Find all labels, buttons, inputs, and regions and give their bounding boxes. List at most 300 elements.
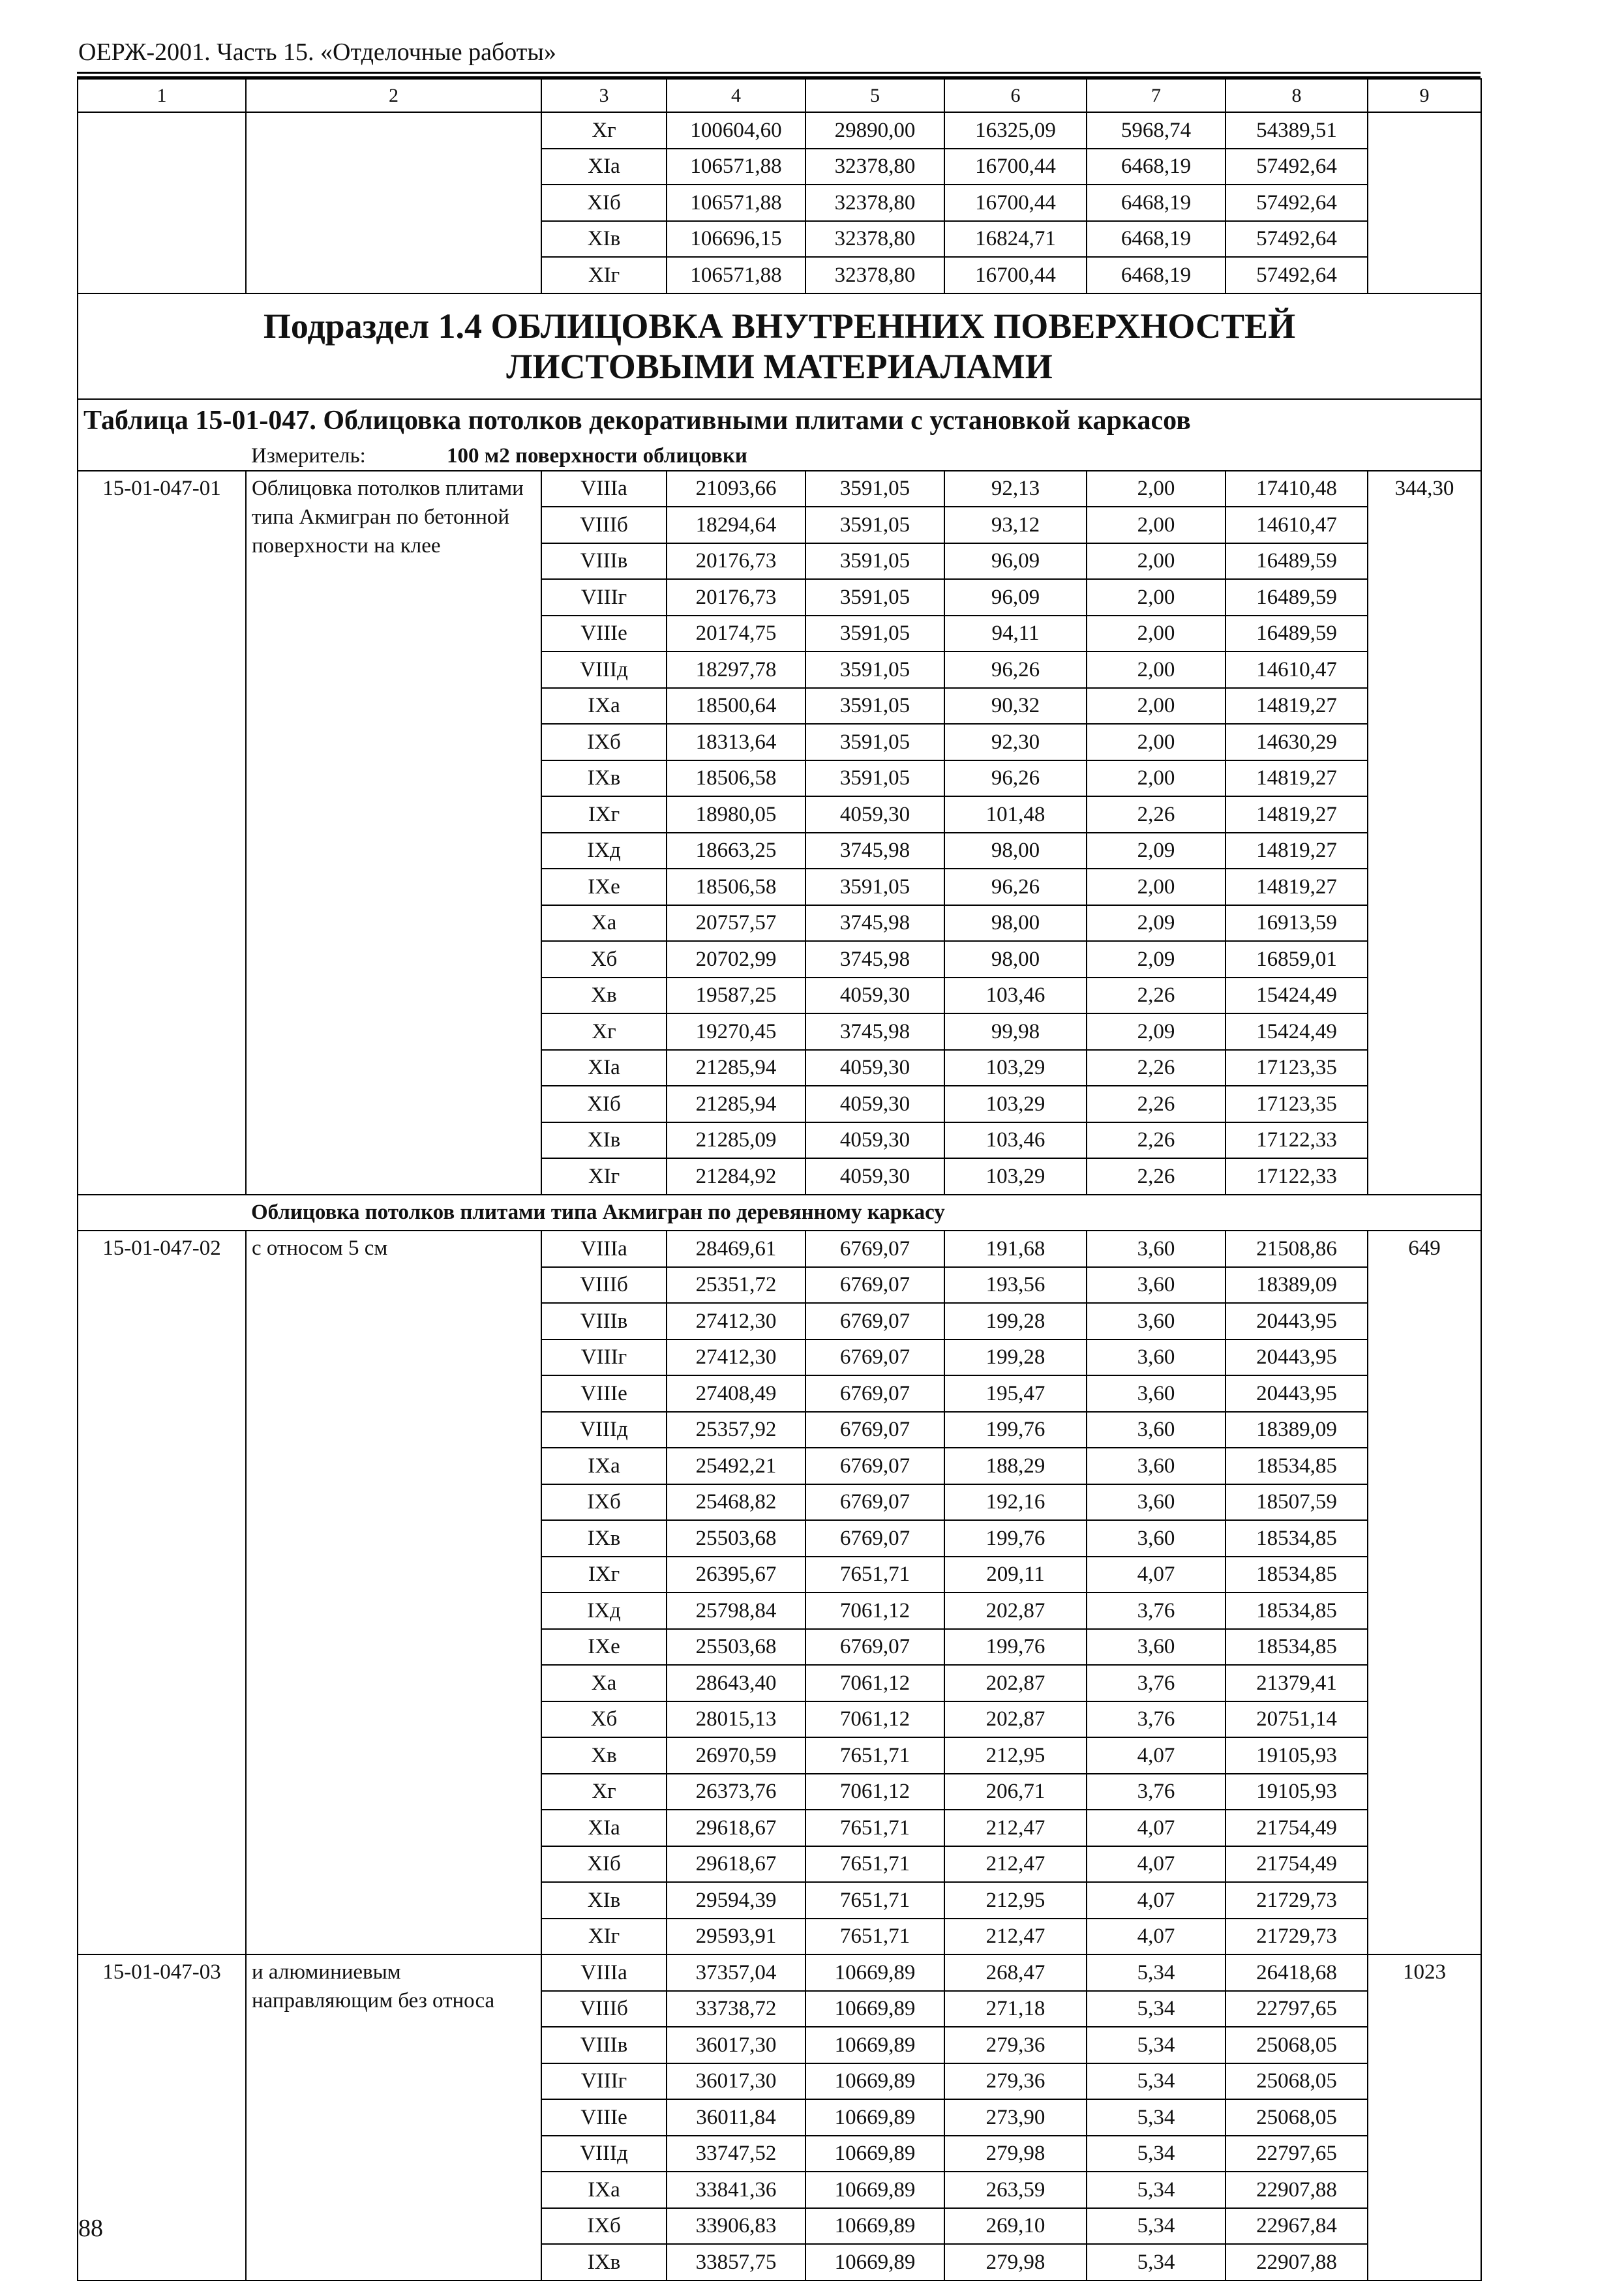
wages-cell: 3591,05 xyxy=(805,688,944,725)
region-cell: XIа xyxy=(541,149,667,185)
driver-wages-cell: 3,60 xyxy=(1087,1412,1226,1448)
driver-wages-cell: 2,00 xyxy=(1087,688,1226,725)
materials-cell: 18534,85 xyxy=(1226,1593,1368,1629)
driver-wages-cell: 2,26 xyxy=(1087,978,1226,1014)
description-cell xyxy=(246,112,541,293)
materials-cell: 20443,95 xyxy=(1226,1375,1368,1412)
direct-costs-cell: 21093,66 xyxy=(667,471,805,507)
driver-wages-cell: 3,60 xyxy=(1087,1339,1226,1376)
materials-cell: 20443,95 xyxy=(1226,1339,1368,1376)
direct-costs-cell: 18506,58 xyxy=(667,869,805,905)
machine-costs-cell: 16700,44 xyxy=(944,185,1087,221)
direct-costs-cell: 18980,05 xyxy=(667,796,805,833)
wages-cell: 4059,30 xyxy=(805,978,944,1014)
wages-cell: 6769,07 xyxy=(805,1629,944,1666)
direct-costs-cell: 20174,75 xyxy=(667,616,805,652)
driver-wages-cell: 3,60 xyxy=(1087,1375,1226,1412)
wages-cell: 32378,80 xyxy=(805,185,944,221)
wages-cell: 6769,07 xyxy=(805,1520,944,1557)
materials-cell: 16859,01 xyxy=(1226,941,1368,978)
machine-costs-cell: 16700,44 xyxy=(944,257,1087,293)
rates-table xyxy=(77,78,1482,2281)
driver-wages-cell: 2,00 xyxy=(1087,869,1226,905)
machine-costs-cell: 202,87 xyxy=(944,1593,1087,1629)
machine-costs-cell: 188,29 xyxy=(944,1448,1087,1484)
wages-cell: 7651,71 xyxy=(805,1919,944,1955)
machine-costs-cell: 103,46 xyxy=(944,978,1087,1014)
materials-cell: 16489,59 xyxy=(1226,616,1368,652)
driver-wages-cell: 3,60 xyxy=(1087,1448,1226,1484)
column-number-7: 7 xyxy=(1087,79,1226,112)
driver-wages-cell: 2,09 xyxy=(1087,905,1226,942)
machine-costs-cell: 94,11 xyxy=(944,616,1087,652)
direct-costs-cell: 18297,78 xyxy=(667,651,805,688)
driver-wages-cell: 4,07 xyxy=(1087,1737,1226,1774)
driver-wages-cell: 5,34 xyxy=(1087,2063,1226,2100)
wages-cell: 3591,05 xyxy=(805,507,944,543)
direct-costs-cell: 33841,36 xyxy=(667,2172,805,2208)
driver-wages-cell: 6468,19 xyxy=(1087,185,1226,221)
materials-cell: 14819,27 xyxy=(1226,869,1368,905)
wages-cell: 7651,71 xyxy=(805,1810,944,1846)
materials-cell: 21754,49 xyxy=(1226,1846,1368,1883)
driver-wages-cell: 2,26 xyxy=(1087,1050,1226,1086)
driver-wages-cell: 4,07 xyxy=(1087,1810,1226,1846)
materials-cell: 15424,49 xyxy=(1226,1013,1368,1050)
meter-cell xyxy=(246,441,1481,471)
direct-costs-cell: 36017,30 xyxy=(667,2027,805,2063)
direct-costs-cell: 25351,72 xyxy=(667,1267,805,1304)
machine-costs-cell: 195,47 xyxy=(944,1375,1087,1412)
driver-wages-cell: 2,00 xyxy=(1087,651,1226,688)
materials-cell: 19105,93 xyxy=(1226,1737,1368,1774)
direct-costs-cell: 33738,72 xyxy=(667,1991,805,2027)
direct-costs-cell: 19587,25 xyxy=(667,978,805,1014)
region-cell: Xб xyxy=(541,1701,667,1738)
wages-cell: 7061,12 xyxy=(805,1593,944,1629)
direct-costs-cell: 106571,88 xyxy=(667,257,805,293)
direct-costs-cell: 25492,21 xyxy=(667,1448,805,1484)
region-cell: VIIIг xyxy=(541,579,667,616)
machine-costs-cell: 212,47 xyxy=(944,1810,1087,1846)
machine-costs-cell: 202,87 xyxy=(944,1701,1087,1738)
direct-costs-cell: 29594,39 xyxy=(667,1882,805,1919)
machine-costs-cell: 90,32 xyxy=(944,688,1087,725)
region-cell: IXб xyxy=(541,2208,667,2245)
driver-wages-cell: 5,34 xyxy=(1087,2172,1226,2208)
materials-cell: 18534,85 xyxy=(1226,1520,1368,1557)
region-cell: Xв xyxy=(541,1737,667,1774)
column-number-9: 9 xyxy=(1368,79,1481,112)
driver-wages-cell: 4,07 xyxy=(1087,1919,1226,1955)
machine-costs-cell: 199,76 xyxy=(944,1629,1087,1666)
materials-cell: 14610,47 xyxy=(1226,651,1368,688)
machine-costs-cell: 279,36 xyxy=(944,2063,1087,2100)
wages-cell: 4059,30 xyxy=(805,1122,944,1159)
wages-cell: 32378,80 xyxy=(805,257,944,293)
wages-cell: 10669,89 xyxy=(805,2063,944,2100)
region-cell: XIв xyxy=(541,1122,667,1159)
driver-wages-cell: 5,34 xyxy=(1087,2244,1226,2281)
region-cell: IXв xyxy=(541,1520,667,1557)
materials-cell: 14819,27 xyxy=(1226,760,1368,797)
direct-costs-cell: 28469,61 xyxy=(667,1231,805,1267)
materials-cell: 21729,73 xyxy=(1226,1882,1368,1919)
machine-costs-cell: 271,18 xyxy=(944,1991,1087,2027)
wages-cell: 7061,12 xyxy=(805,1665,944,1701)
region-cell: IXе xyxy=(541,1629,667,1666)
direct-costs-cell: 36011,84 xyxy=(667,2099,805,2136)
direct-costs-cell: 25357,92 xyxy=(667,1412,805,1448)
direct-costs-cell: 25503,68 xyxy=(667,1629,805,1666)
driver-wages-cell: 5,34 xyxy=(1087,1991,1226,2027)
materials-cell: 14630,29 xyxy=(1226,724,1368,760)
direct-costs-cell: 18313,64 xyxy=(667,724,805,760)
region-cell: IXг xyxy=(541,796,667,833)
region-cell: VIIIв xyxy=(541,2027,667,2063)
driver-wages-cell: 3,76 xyxy=(1087,1701,1226,1738)
wages-cell: 10669,89 xyxy=(805,2172,944,2208)
materials-cell: 22797,65 xyxy=(1226,1991,1368,2027)
driver-wages-cell: 3,60 xyxy=(1087,1629,1226,1666)
machine-costs-cell: 279,98 xyxy=(944,2244,1087,2281)
wages-cell: 32378,80 xyxy=(805,149,944,185)
driver-wages-cell: 2,09 xyxy=(1087,1013,1226,1050)
machine-costs-cell: 202,87 xyxy=(944,1665,1087,1701)
direct-costs-cell: 29618,67 xyxy=(667,1810,805,1846)
table-row xyxy=(78,1231,1481,1267)
region-cell: IXв xyxy=(541,2244,667,2281)
wages-cell: 7061,12 xyxy=(805,1774,944,1810)
materials-cell: 15424,49 xyxy=(1226,978,1368,1014)
wages-cell: 6769,07 xyxy=(805,1375,944,1412)
driver-wages-cell: 3,76 xyxy=(1087,1774,1226,1810)
region-cell: IXа xyxy=(541,1448,667,1484)
direct-costs-cell: 20757,57 xyxy=(667,905,805,942)
wages-cell: 29890,00 xyxy=(805,112,944,149)
machine-costs-cell: 93,12 xyxy=(944,507,1087,543)
table-title: Таблица 15-01-047. Облицовка потолков декоративными плитами с установкой каркасов xyxy=(78,399,1481,441)
driver-wages-cell: 2,00 xyxy=(1087,724,1226,760)
wages-cell: 7061,12 xyxy=(805,1701,944,1738)
region-cell: VIIIб xyxy=(541,507,667,543)
direct-costs-cell: 21285,94 xyxy=(667,1050,805,1086)
region-cell: IXд xyxy=(541,1593,667,1629)
wages-cell: 6769,07 xyxy=(805,1231,944,1267)
region-cell: VIIIг xyxy=(541,1339,667,1376)
materials-cell: 14610,47 xyxy=(1226,507,1368,543)
machine-costs-cell: 212,47 xyxy=(944,1846,1087,1883)
materials-cell: 18507,59 xyxy=(1226,1484,1368,1521)
direct-costs-cell: 37357,04 xyxy=(667,1954,805,1991)
machine-costs-cell: 96,26 xyxy=(944,760,1087,797)
direct-costs-cell: 27408,49 xyxy=(667,1375,805,1412)
materials-cell: 57492,64 xyxy=(1226,221,1368,258)
machine-costs-cell: 199,76 xyxy=(944,1520,1087,1557)
wages-cell: 3591,05 xyxy=(805,543,944,580)
region-cell: XIб xyxy=(541,1846,667,1883)
materials-cell: 22907,88 xyxy=(1226,2244,1368,2281)
wages-cell: 4059,30 xyxy=(805,796,944,833)
direct-costs-cell: 29593,91 xyxy=(667,1919,805,1955)
wages-cell: 3591,05 xyxy=(805,616,944,652)
machine-costs-cell: 279,98 xyxy=(944,2136,1087,2172)
region-cell: IXв xyxy=(541,760,667,797)
direct-costs-cell: 20702,99 xyxy=(667,941,805,978)
machine-costs-cell: 268,47 xyxy=(944,1954,1087,1991)
caption-spacer xyxy=(78,1195,246,1231)
driver-wages-cell: 3,60 xyxy=(1087,1267,1226,1304)
region-cell: VIIIб xyxy=(541,1267,667,1304)
machine-costs-cell: 263,59 xyxy=(944,2172,1087,2208)
wages-cell: 3591,05 xyxy=(805,724,944,760)
machine-costs-cell: 212,47 xyxy=(944,1919,1087,1955)
materials-cell: 54389,51 xyxy=(1226,112,1368,149)
machine-costs-cell: 279,36 xyxy=(944,2027,1087,2063)
direct-costs-cell: 100604,60 xyxy=(667,112,805,149)
driver-wages-cell: 6468,19 xyxy=(1087,257,1226,293)
direct-costs-cell: 18663,25 xyxy=(667,833,805,869)
materials-cell: 22907,88 xyxy=(1226,2172,1368,2208)
region-cell: Xг xyxy=(541,1013,667,1050)
materials-cell: 18534,85 xyxy=(1226,1629,1368,1666)
rate-description: с относом 5 см xyxy=(246,1231,541,1954)
rate-price: 344,30 xyxy=(1368,471,1481,1195)
rate-price: 1023 xyxy=(1368,1954,1481,2281)
wages-cell: 7651,71 xyxy=(805,1557,944,1593)
materials-cell: 17122,33 xyxy=(1226,1158,1368,1195)
driver-wages-cell: 6468,19 xyxy=(1087,149,1226,185)
direct-costs-cell: 106696,15 xyxy=(667,221,805,258)
region-cell: VIIIе xyxy=(541,616,667,652)
direct-costs-cell: 18500,64 xyxy=(667,688,805,725)
region-cell: Xг xyxy=(541,1774,667,1810)
machine-costs-cell: 92,30 xyxy=(944,724,1087,760)
direct-costs-cell: 28643,40 xyxy=(667,1665,805,1701)
wages-cell: 6769,07 xyxy=(805,1303,944,1339)
rate-code: 15-01-047-03 xyxy=(78,1954,246,2281)
materials-cell: 17123,35 xyxy=(1226,1050,1368,1086)
rate-description: Облицовка потолков плитами типа Акмигран по бетонной поверхности на клее xyxy=(246,471,541,1195)
meter-label: Измеритель: xyxy=(251,443,366,468)
rate-code: 15-01-047-01 xyxy=(78,471,246,1195)
direct-costs-cell: 21284,92 xyxy=(667,1158,805,1195)
machine-costs-cell: 99,98 xyxy=(944,1013,1087,1050)
materials-cell: 14819,27 xyxy=(1226,833,1368,869)
machine-costs-cell: 199,76 xyxy=(944,1412,1087,1448)
direct-costs-cell: 20176,73 xyxy=(667,543,805,580)
materials-cell: 19105,93 xyxy=(1226,1774,1368,1810)
rates-table-body xyxy=(78,79,1481,2281)
column-number-6: 6 xyxy=(944,79,1087,112)
machine-costs-cell: 16325,09 xyxy=(944,112,1087,149)
materials-cell: 16489,59 xyxy=(1226,579,1368,616)
driver-wages-cell: 4,07 xyxy=(1087,1882,1226,1919)
column-number-5: 5 xyxy=(805,79,944,112)
materials-cell: 18389,09 xyxy=(1226,1267,1368,1304)
column-number-8: 8 xyxy=(1226,79,1368,112)
direct-costs-cell: 26373,76 xyxy=(667,1774,805,1810)
region-cell: XIб xyxy=(541,1086,667,1122)
driver-wages-cell: 2,09 xyxy=(1087,941,1226,978)
direct-costs-cell: 21285,94 xyxy=(667,1086,805,1122)
wages-cell: 6769,07 xyxy=(805,1448,944,1484)
page-number: 88 xyxy=(78,2215,103,2242)
materials-cell: 20751,14 xyxy=(1226,1701,1368,1738)
machine-costs-cell: 16700,44 xyxy=(944,149,1087,185)
driver-wages-cell: 2,26 xyxy=(1087,1086,1226,1122)
direct-costs-cell: 25468,82 xyxy=(667,1484,805,1521)
region-cell: XIг xyxy=(541,257,667,293)
region-cell: XIг xyxy=(541,1919,667,1955)
region-cell: VIIIб xyxy=(541,1991,667,2027)
driver-wages-cell: 3,76 xyxy=(1087,1593,1226,1629)
materials-cell: 25068,05 xyxy=(1226,2063,1368,2100)
region-cell: VIIIа xyxy=(541,1231,667,1267)
subsection-row xyxy=(78,293,1481,399)
direct-costs-cell: 106571,88 xyxy=(667,149,805,185)
materials-cell: 17122,33 xyxy=(1226,1122,1368,1159)
wages-cell: 4059,30 xyxy=(805,1050,944,1086)
wages-cell: 3745,98 xyxy=(805,1013,944,1050)
machine-costs-cell: 103,29 xyxy=(944,1086,1087,1122)
machine-costs-cell: 98,00 xyxy=(944,833,1087,869)
materials-cell: 26418,68 xyxy=(1226,1954,1368,1991)
driver-wages-cell: 2,00 xyxy=(1087,616,1226,652)
materials-cell: 20443,95 xyxy=(1226,1303,1368,1339)
machine-costs-cell: 191,68 xyxy=(944,1231,1087,1267)
machine-costs-cell: 96,09 xyxy=(944,579,1087,616)
price-cell xyxy=(1368,112,1481,293)
wages-cell: 10669,89 xyxy=(805,2099,944,2136)
region-cell: XIб xyxy=(541,185,667,221)
region-cell: IXб xyxy=(541,1484,667,1521)
direct-costs-cell: 21285,09 xyxy=(667,1122,805,1159)
driver-wages-cell: 4,07 xyxy=(1087,1557,1226,1593)
driver-wages-cell: 2,26 xyxy=(1087,1158,1226,1195)
region-cell: IXа xyxy=(541,2172,667,2208)
direct-costs-cell: 27412,30 xyxy=(667,1303,805,1339)
column-number-1: 1 xyxy=(78,79,246,112)
wages-cell: 3591,05 xyxy=(805,471,944,507)
wages-cell: 6769,07 xyxy=(805,1267,944,1304)
region-cell: Xа xyxy=(541,905,667,942)
machine-costs-cell: 103,29 xyxy=(944,1050,1087,1086)
direct-costs-cell: 25503,68 xyxy=(667,1520,805,1557)
direct-costs-cell: 18506,58 xyxy=(667,760,805,797)
region-cell: XIа xyxy=(541,1810,667,1846)
machine-costs-cell: 103,46 xyxy=(944,1122,1087,1159)
direct-costs-cell: 26395,67 xyxy=(667,1557,805,1593)
materials-cell: 21508,86 xyxy=(1226,1231,1368,1267)
table-row xyxy=(78,112,1481,149)
machine-costs-cell: 206,71 xyxy=(944,1774,1087,1810)
driver-wages-cell: 2,09 xyxy=(1087,833,1226,869)
driver-wages-cell: 5,34 xyxy=(1087,2099,1226,2136)
machine-costs-cell: 209,11 xyxy=(944,1557,1087,1593)
driver-wages-cell: 3,60 xyxy=(1087,1303,1226,1339)
table-title-row xyxy=(78,399,1481,441)
wages-cell: 10669,89 xyxy=(805,2244,944,2281)
direct-costs-cell: 28015,13 xyxy=(667,1701,805,1738)
materials-cell: 25068,05 xyxy=(1226,2027,1368,2063)
machine-costs-cell: 101,48 xyxy=(944,796,1087,833)
machine-costs-cell: 199,28 xyxy=(944,1303,1087,1339)
column-number-3: 3 xyxy=(541,79,667,112)
driver-wages-cell: 2,00 xyxy=(1087,543,1226,580)
wages-cell: 3591,05 xyxy=(805,651,944,688)
direct-costs-cell: 33906,83 xyxy=(667,2208,805,2245)
wages-cell: 3591,05 xyxy=(805,579,944,616)
direct-costs-cell: 26970,59 xyxy=(667,1737,805,1774)
region-cell: VIIIе xyxy=(541,2099,667,2136)
machine-costs-cell: 192,16 xyxy=(944,1484,1087,1521)
driver-wages-cell: 5,34 xyxy=(1087,2208,1226,2245)
rate-price: 649 xyxy=(1368,1231,1481,1954)
machine-costs-cell: 212,95 xyxy=(944,1882,1087,1919)
materials-cell: 16913,59 xyxy=(1226,905,1368,942)
table-row xyxy=(78,471,1481,507)
machine-costs-cell: 193,56 xyxy=(944,1267,1087,1304)
materials-cell: 57492,64 xyxy=(1226,149,1368,185)
wages-cell: 6769,07 xyxy=(805,1412,944,1448)
materials-cell: 57492,64 xyxy=(1226,185,1368,221)
machine-costs-cell: 98,00 xyxy=(944,905,1087,942)
direct-costs-cell: 19270,45 xyxy=(667,1013,805,1050)
region-cell: IXа xyxy=(541,688,667,725)
region-cell: IXб xyxy=(541,724,667,760)
driver-wages-cell: 2,00 xyxy=(1087,507,1226,543)
driver-wages-cell: 5,34 xyxy=(1087,1954,1226,1991)
machine-costs-cell: 92,13 xyxy=(944,471,1087,507)
wages-cell: 7651,71 xyxy=(805,1882,944,1919)
driver-wages-cell: 3,76 xyxy=(1087,1665,1226,1701)
wages-cell: 10669,89 xyxy=(805,2136,944,2172)
driver-wages-cell: 5968,74 xyxy=(1087,112,1226,149)
subsection-title-line2: ЛИСТОВЫМИ МАТЕРИАЛАМИ xyxy=(506,346,1053,386)
driver-wages-cell: 5,34 xyxy=(1087,2027,1226,2063)
materials-cell: 17123,35 xyxy=(1226,1086,1368,1122)
machine-costs-cell: 269,10 xyxy=(944,2208,1087,2245)
driver-wages-cell: 2,00 xyxy=(1087,471,1226,507)
region-cell: Xа xyxy=(541,1665,667,1701)
machine-costs-cell: 16824,71 xyxy=(944,221,1087,258)
wages-cell: 10669,89 xyxy=(805,1954,944,1991)
region-cell: XIг xyxy=(541,1158,667,1195)
region-cell: VIIIг xyxy=(541,2063,667,2100)
region-cell: XIв xyxy=(541,221,667,258)
materials-cell: 21754,49 xyxy=(1226,1810,1368,1846)
direct-costs-cell: 33747,52 xyxy=(667,2136,805,2172)
region-cell: Xв xyxy=(541,978,667,1014)
region-cell: VIIIа xyxy=(541,1954,667,1991)
wages-cell: 4059,30 xyxy=(805,1158,944,1195)
machine-costs-cell: 96,26 xyxy=(944,869,1087,905)
region-cell: XIа xyxy=(541,1050,667,1086)
machine-costs-cell: 96,26 xyxy=(944,651,1087,688)
wages-cell: 3745,98 xyxy=(805,905,944,942)
table-row xyxy=(78,1954,1481,1991)
wages-cell: 10669,89 xyxy=(805,2027,944,2063)
subsection-title-line1: Подраздел 1.4 ОБЛИЦОВКА ВНУТРЕННИХ ПОВЕРХНОСТЕЙ xyxy=(263,306,1296,346)
driver-wages-cell: 3,60 xyxy=(1087,1231,1226,1267)
wages-cell: 10669,89 xyxy=(805,1991,944,2027)
subsection-title xyxy=(78,293,1481,399)
materials-cell: 17410,48 xyxy=(1226,471,1368,507)
meter-value: 100 м2 поверхности облицовки xyxy=(447,443,747,468)
driver-wages-cell: 3,60 xyxy=(1087,1484,1226,1521)
direct-costs-cell: 25798,84 xyxy=(667,1593,805,1629)
